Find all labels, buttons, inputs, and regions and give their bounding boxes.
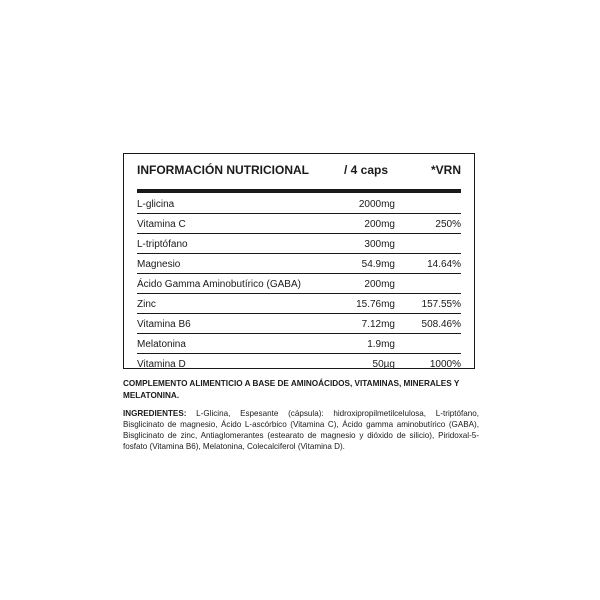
- ingredients-paragraph: [123, 408, 479, 452]
- nutrient-name: Vitamina D: [137, 359, 186, 370]
- ingredients-text: L-Glicina, Espesante (cápsula): hidroxipropilmetilcelulosa, L-triptófano, Bisglicinato de magnesio, Ácido L-ascórbico (Vitamina C), Ácido gamma aminobutírico (GABA), Bisglicinato de zinc, Antiaglomerantes (estearato de magnesio y dióxido de silicio), Piridoxal-5-fosfato (Vitamina B6), Melatonina, Colecalciferol (Vitamina D).: [123, 409, 479, 451]
- table-row: [137, 354, 461, 373]
- table-row: [137, 334, 461, 354]
- table-row: [137, 254, 461, 274]
- nutrient-vrn: 157.55%: [421, 299, 461, 310]
- nutrient-amount: 2000mg: [358, 199, 395, 210]
- nutrient-name: L-glicina: [137, 199, 175, 210]
- table-row: [137, 234, 461, 254]
- nutrient-amount: 15.76mg: [356, 299, 395, 310]
- nutrient-name: Vitamina B6: [137, 319, 191, 330]
- header-vrn: *VRN: [430, 163, 461, 177]
- nutrient-name: Vitamina C: [137, 219, 186, 230]
- table-row: [137, 294, 461, 314]
- table-row: [137, 274, 461, 294]
- nutrition-table-header: [137, 163, 461, 181]
- ingredients-label: INGREDIENTES:: [123, 409, 187, 418]
- table-row: [137, 314, 461, 334]
- nutrient-amount: 300mg: [364, 239, 395, 250]
- nutrient-name: Ácido Gamma Aminobutírico (GABA): [137, 279, 301, 290]
- nutrient-amount: 54.9mg: [361, 259, 395, 270]
- nutrient-amount: 200mg: [364, 279, 395, 290]
- nutrient-name: Zinc: [137, 299, 156, 310]
- header-serving: / 4 caps: [344, 163, 389, 177]
- nutrient-name: Melatonina: [137, 339, 186, 350]
- header-divider: [137, 189, 461, 193]
- nutrient-amount: 50µg: [372, 359, 395, 370]
- product-summary: COMPLEMENTO ALIMENTICIO A BASE DE AMINOÁCIDOS, VITAMINAS, MINERALES Y MELATONINA.: [123, 379, 460, 400]
- nutrient-vrn: 1000%: [429, 359, 461, 370]
- table-row: [137, 214, 461, 234]
- nutrient-vrn: 250%: [435, 219, 461, 230]
- nutrient-name: Magnesio: [137, 259, 181, 270]
- nutrient-amount: 7.12mg: [361, 319, 395, 330]
- nutrient-vrn: 508.46%: [421, 319, 461, 330]
- nutrient-amount: 1.9mg: [367, 339, 395, 350]
- nutrient-rows: [137, 194, 461, 373]
- nutrient-amount: 200mg: [364, 219, 395, 230]
- table-row: [137, 194, 461, 214]
- nutrient-vrn: 14.64%: [427, 259, 461, 270]
- nutrient-name: L-triptófano: [137, 239, 188, 250]
- nutrition-facts-panel: [123, 153, 475, 369]
- header-title: INFORMACIÓN NUTRICIONAL: [137, 163, 309, 177]
